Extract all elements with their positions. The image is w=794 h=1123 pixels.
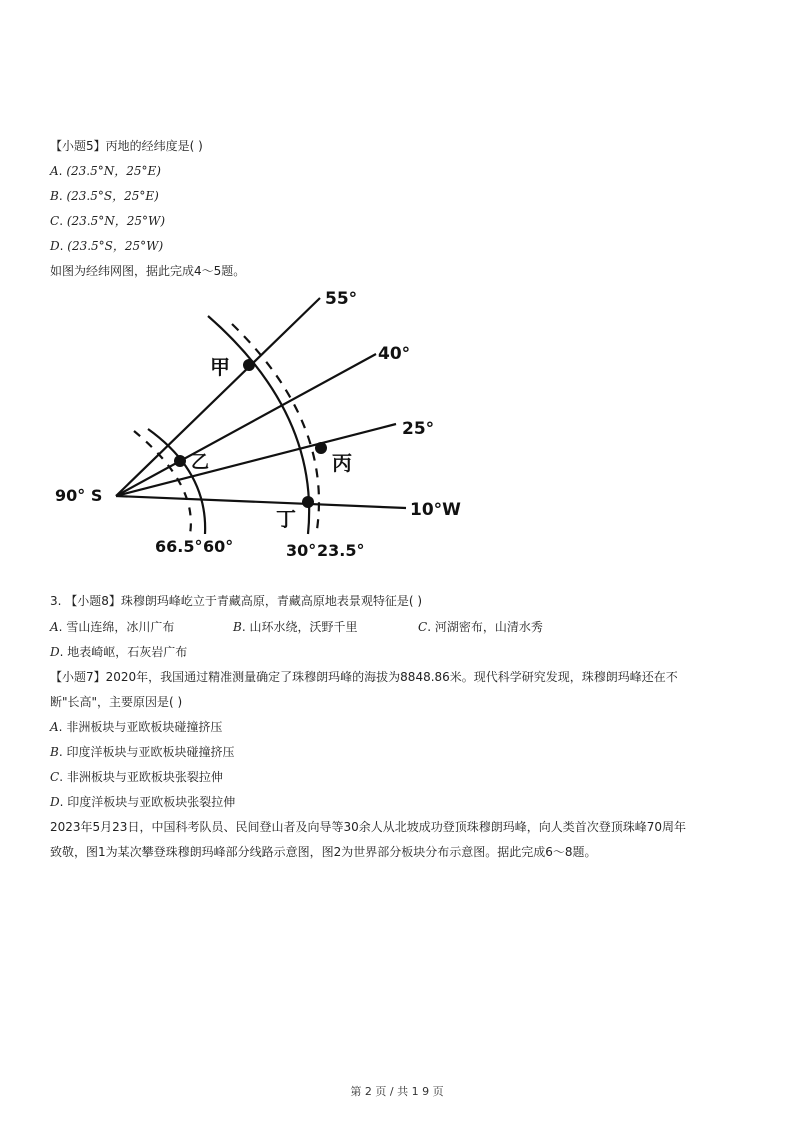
passage-line2: 致敬，图1为某次攀登珠穆朗玛峰部分线路示意图，图2为世界部分板块分布示意图。据此完成6～8题。 <box>50 845 597 859</box>
passage-line1: 2023年5月23日，中国科考队员、民间登山者及向导等30余人从北坡成功登顶珠穆朗玛峰，向人类首次登顶珠峰70周年 <box>50 820 686 834</box>
q7-option-d[interactable]: D. 印度洋板块与亚欧板块张裂拉伸 <box>50 795 236 809</box>
option-text: 地表崎岖，石灰岩广布 <box>67 645 188 659</box>
option-text: (23.5°S，25°E) <box>66 189 159 203</box>
option-letter: A <box>50 164 59 178</box>
parallel-label-60: 60° <box>203 537 234 556</box>
meridian-10w-line <box>116 496 406 508</box>
q5-option-d[interactable]: D. (23.5°S，25°W) <box>50 239 164 253</box>
option-letter: B <box>233 620 242 634</box>
q7-stem-line1: 【小题7】2020年，我国通过精准测量确定了珠穆朗玛峰的海拔为8848.86米。现代科学研究发现，珠穆朗玛峰还在不 <box>50 670 678 684</box>
point-bing-marker <box>315 442 327 454</box>
option-text: 印度洋板块与亚欧板块张裂拉伸 <box>67 795 236 809</box>
parallel-label-23-5: 23.5° <box>317 541 365 560</box>
option-letter: D <box>50 645 60 659</box>
option-letter: B <box>50 189 59 203</box>
page-footer: 第 2 页 / 共 1 9 页 <box>350 1085 444 1098</box>
meridian-label-55: 55° <box>325 289 358 309</box>
parallel-label-30: 30° <box>286 541 317 560</box>
option-text: 山环水绕，沃野千里 <box>249 620 358 634</box>
q8-option-d[interactable]: D. 地表崎岖，石灰岩广布 <box>50 645 188 659</box>
q8-stem: 3. 【小题8】珠穆朗玛峰屹立于青藏高原，青藏高原地表景观特征是( ) <box>50 594 423 608</box>
option-letter: A <box>50 620 59 634</box>
option-letter: C <box>50 770 60 784</box>
option-text: 雪山连绵，冰川广布 <box>66 620 175 634</box>
point-jia-marker <box>243 359 255 371</box>
graticule-figure <box>50 284 470 564</box>
option-letter: C <box>418 620 428 634</box>
q7-stem-line2: 断"长高"，主要原因是( ) <box>50 695 183 709</box>
option-letter: C <box>50 214 60 228</box>
point-yi-label: 乙 <box>191 452 209 473</box>
point-jia-label: 甲 <box>210 355 230 379</box>
option-letter: D <box>50 795 60 809</box>
parallel-label-66-5: 66.5° <box>155 537 203 556</box>
q8-option-b[interactable]: B. 山环水绕，沃野千里 <box>233 620 358 634</box>
option-letter: B <box>50 745 59 759</box>
q7-option-a[interactable]: A. 非洲板块与亚欧板块碰撞挤压 <box>50 720 223 734</box>
q7-option-b[interactable]: B. 印度洋板块与亚欧板块碰撞挤压 <box>50 745 235 759</box>
q5-option-a[interactable]: A. (23.5°N，25°E) <box>50 164 161 178</box>
point-ding-marker <box>302 496 314 508</box>
option-text: (23.5°S，25°W) <box>67 239 164 253</box>
option-text: 非洲板块与亚欧板块碰撞挤压 <box>66 720 223 734</box>
meridian-25-line <box>116 424 396 496</box>
q8-option-c[interactable]: C. 河湖密布，山清水秀 <box>418 620 543 634</box>
option-text: 非洲板块与亚欧板块张裂拉伸 <box>66 770 223 784</box>
meridian-label-40: 40° <box>378 344 411 364</box>
q5-stem: 【小题5】丙地的经纬度是( ) <box>50 139 203 153</box>
pole-label: 90° S <box>55 486 103 505</box>
meridian-label-25: 25° <box>402 419 435 439</box>
option-letter: D <box>50 239 60 253</box>
q7-option-c[interactable]: C. 非洲板块与亚欧板块张裂拉伸 <box>50 770 223 784</box>
point-yi-marker <box>174 455 186 467</box>
point-ding-label: 丁 <box>276 507 296 531</box>
meridian-label-10w: 10°W <box>410 500 461 520</box>
option-text: 河湖密布，山清水秀 <box>434 620 543 634</box>
option-letter: A <box>50 720 59 734</box>
option-text: (23.5°N，25°W) <box>66 214 166 228</box>
q5-option-b[interactable]: B. (23.5°S，25°E) <box>50 189 159 203</box>
q8-option-a[interactable]: A. 雪山连绵，冰川广布 <box>50 620 175 634</box>
point-bing-label: 丙 <box>332 451 352 475</box>
option-text: 印度洋板块与亚欧板块碰撞挤压 <box>66 745 235 759</box>
figure-intro: 如图为经纬网图，据此完成4～5题。 <box>50 264 246 278</box>
q5-option-c[interactable]: C. (23.5°N，25°W) <box>50 214 166 228</box>
option-text: (23.5°N，25°E) <box>66 164 161 178</box>
